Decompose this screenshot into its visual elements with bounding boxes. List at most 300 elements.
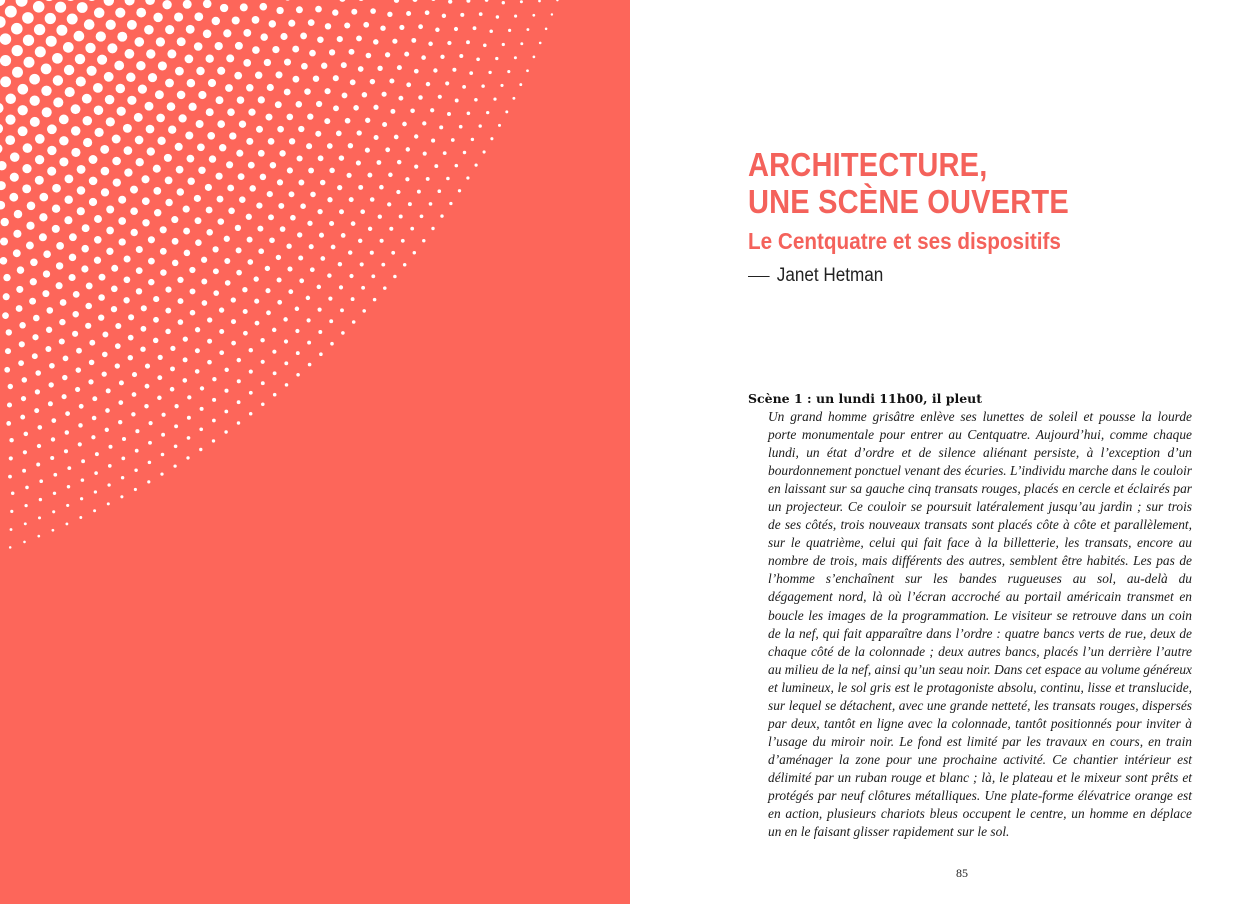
halftone-dot <box>255 71 262 78</box>
halftone-dot <box>387 12 392 17</box>
halftone-dot <box>73 291 80 298</box>
halftone-dot <box>310 267 315 272</box>
halftone-dot <box>170 346 175 351</box>
halftone-dot <box>78 423 83 428</box>
halftone-dot <box>296 373 300 377</box>
halftone-dot <box>475 164 478 167</box>
halftone-dot <box>148 461 152 465</box>
halftone-dot <box>430 108 434 112</box>
halftone-dot <box>138 85 147 94</box>
halftone-dot <box>91 435 95 439</box>
halftone-dot <box>42 107 52 117</box>
halftone-dot <box>205 184 212 191</box>
halftone-dot <box>64 195 72 203</box>
halftone-dot <box>258 150 265 157</box>
halftone-dot <box>538 0 541 2</box>
halftone-dot <box>161 453 165 457</box>
halftone-dot <box>27 202 36 211</box>
halftone-dot <box>22 12 34 24</box>
halftone-dot <box>207 360 212 365</box>
halftone-dot <box>60 299 67 306</box>
halftone-dot <box>183 0 192 9</box>
halftone-dot <box>141 326 147 332</box>
halftone-dot <box>358 66 364 72</box>
halftone-dot <box>106 388 111 393</box>
halftone-dot <box>14 210 22 218</box>
halftone-dot <box>187 436 191 440</box>
author-name: Janet Hetman <box>776 265 884 286</box>
halftone-dot <box>288 289 293 294</box>
halftone-dot <box>189 267 195 273</box>
halftone-dot <box>309 244 314 249</box>
halftone-dot <box>101 167 110 176</box>
halftone-dot <box>56 282 63 289</box>
halftone-dot <box>25 486 29 490</box>
halftone-dot <box>219 329 224 334</box>
halftone-dot <box>95 452 99 456</box>
halftone-dot <box>425 10 430 15</box>
halftone-dot <box>376 160 381 165</box>
halftone-dot <box>243 331 248 336</box>
halftone-dot <box>217 67 225 75</box>
halftone-dot <box>378 215 382 219</box>
halftone-dot <box>476 57 480 61</box>
halftone-dot <box>196 67 204 75</box>
halftone-dot <box>483 44 487 48</box>
halftone-dot <box>249 185 256 192</box>
halftone-dot <box>224 389 228 393</box>
halftone-dot <box>203 0 212 8</box>
halftone-dot <box>495 57 498 60</box>
halftone-dot <box>261 360 265 364</box>
halftone-dot <box>224 430 227 433</box>
halftone-dot <box>0 257 7 265</box>
halftone-dot <box>411 38 416 43</box>
halftone-dot <box>445 81 449 85</box>
halftone-dot <box>327 143 333 149</box>
halftone-dot <box>373 298 377 302</box>
halftone-dot <box>237 421 240 424</box>
halftone-dot <box>413 251 416 254</box>
halftone-dot <box>9 456 13 460</box>
halftone-dot <box>155 90 164 99</box>
halftone-dot <box>7 402 12 407</box>
halftone-dot <box>116 84 126 94</box>
halftone-dot <box>119 380 124 385</box>
halftone-dot <box>434 164 438 168</box>
halftone-dot <box>39 498 42 501</box>
halftone-dot <box>136 158 144 166</box>
halftone-dot <box>438 95 442 99</box>
halftone-dot <box>19 322 26 329</box>
halftone-dot <box>24 432 29 437</box>
halftone-dot <box>321 63 327 69</box>
halftone-dot <box>29 298 36 305</box>
halftone-dot <box>406 147 410 151</box>
halftone-dot <box>124 146 133 155</box>
halftone-dot <box>429 202 433 206</box>
halftone-dot <box>235 225 241 231</box>
halftone-dot <box>493 97 496 100</box>
halftone-dot <box>6 329 12 335</box>
halftone-dot <box>30 259 38 267</box>
halftone-dot <box>154 209 161 216</box>
halftone-dot <box>290 215 296 221</box>
halftone-dot <box>147 147 155 155</box>
halftone-dot <box>526 28 529 31</box>
halftone-dot <box>94 8 105 19</box>
halftone-dot <box>246 84 254 92</box>
halftone-dot <box>164 154 172 162</box>
halftone-dot <box>339 209 344 214</box>
halftone-dot <box>207 132 215 140</box>
halftone-dot <box>420 214 424 218</box>
halftone-dot <box>34 24 45 35</box>
halftone-dot <box>111 265 118 272</box>
halftone-dot <box>433 68 437 72</box>
halftone-dot <box>219 144 226 151</box>
halftone-dot <box>11 23 23 35</box>
halftone-dot <box>136 288 142 294</box>
halftone-dot <box>142 197 150 205</box>
halftone-dot <box>10 528 13 531</box>
halftone-dot <box>153 187 161 195</box>
halftone-dot <box>167 102 176 111</box>
halftone-dot <box>287 267 292 272</box>
halftone-dot <box>132 372 137 377</box>
halftone-dot <box>337 36 343 42</box>
halftone-dot <box>53 492 56 495</box>
halftone-dot <box>165 329 171 335</box>
halftone-dot <box>118 196 126 204</box>
halftone-dot <box>135 136 144 145</box>
halftone-dot <box>246 214 252 220</box>
halftone-dot <box>195 239 202 246</box>
halftone-dot <box>115 323 121 329</box>
halftone-dot <box>105 428 109 432</box>
halftone-dot <box>361 286 365 290</box>
halftone-dot <box>277 277 282 282</box>
halftone-dot <box>97 55 107 65</box>
halftone-dot <box>0 201 5 210</box>
halftone-dot <box>295 307 299 311</box>
article-title <box>748 146 1069 220</box>
halftone-dot <box>502 43 505 46</box>
halftone-dot <box>332 9 338 15</box>
halftone-dot <box>87 66 97 76</box>
halftone-dot <box>275 71 282 78</box>
halftone-dot <box>59 319 65 325</box>
halftone-dot <box>379 185 384 190</box>
halftone-dot <box>289 138 295 144</box>
halftone-dot <box>342 92 348 98</box>
halftone-dot <box>187 155 195 163</box>
halftone-dot <box>200 407 204 411</box>
halftone-dot <box>220 4 228 12</box>
halftone-dot <box>63 42 74 53</box>
halftone-dot <box>247 237 253 243</box>
halftone-dot <box>108 445 112 449</box>
halftone-dot <box>385 52 390 57</box>
halftone-dot <box>390 109 395 114</box>
halftone-dot <box>120 495 123 498</box>
halftone-dot <box>4 367 10 373</box>
halftone-dot <box>329 49 335 55</box>
halftone-dot <box>185 55 194 64</box>
halftone-dot <box>63 356 69 362</box>
halftone-dot <box>50 456 54 460</box>
halftone-dot <box>122 437 126 441</box>
halftone-dot <box>455 164 459 168</box>
halftone-dot <box>249 412 253 416</box>
halftone-dot <box>76 367 82 373</box>
halftone-dot <box>158 61 167 70</box>
halftone-dot <box>105 95 115 105</box>
halftone-dot <box>341 62 347 68</box>
halftone-dot <box>190 288 196 294</box>
halftone-dot <box>32 353 38 359</box>
halftone-dot <box>366 53 372 59</box>
halftone-dot <box>175 67 184 76</box>
halftone-dot <box>272 328 276 332</box>
halftone-dot <box>158 355 163 360</box>
halftone-dot <box>371 274 375 278</box>
halftone-dot <box>431 139 435 143</box>
halftone-dot <box>351 9 357 15</box>
halftone-dot <box>300 203 306 209</box>
halftone-dot <box>249 391 253 395</box>
halftone-dot <box>45 13 56 24</box>
halftone-dot <box>279 150 285 156</box>
halftone-dot <box>545 28 548 31</box>
halftone-dot <box>157 375 162 380</box>
halftone-dot <box>195 369 200 374</box>
halftone-dot <box>448 0 452 4</box>
halftone-dot <box>183 336 188 341</box>
halftone-dot <box>431 227 434 230</box>
halftone-dot <box>421 55 426 60</box>
halftone-dot <box>248 162 255 169</box>
halftone-dot <box>246 138 253 145</box>
halftone-dot <box>317 209 322 214</box>
halftone-dot <box>315 131 321 137</box>
halftone-dot <box>339 0 345 2</box>
halftone-dot <box>301 63 308 70</box>
halftone-dot <box>77 165 86 174</box>
author-byline <box>748 264 883 288</box>
halftone-dot <box>224 258 230 264</box>
halftone-dot <box>177 37 186 46</box>
halftone-dot <box>33 315 40 322</box>
halftone-dot <box>172 260 179 267</box>
halftone-dot <box>278 203 284 209</box>
halftone-dot <box>406 82 411 87</box>
halftone-dot <box>212 246 218 252</box>
halftone-dot <box>52 184 61 193</box>
halftone-dot <box>10 152 20 162</box>
halftone-dot <box>201 257 207 263</box>
halftone-dot <box>115 8 125 18</box>
halftone-dot <box>362 309 366 313</box>
halftone-dot <box>134 468 137 471</box>
halftone-dot <box>104 72 114 82</box>
halftone-dot <box>467 111 471 115</box>
halftone-dot <box>72 311 78 317</box>
halftone-dot <box>39 233 47 241</box>
halftone-dot <box>2 312 9 319</box>
halftone-dot <box>410 227 414 231</box>
halftone-dot <box>209 155 216 162</box>
halftone-dot <box>426 177 430 181</box>
halftone-dot <box>340 308 344 312</box>
halftone-dot <box>22 164 31 173</box>
halftone-dot <box>435 28 439 32</box>
halftone-dot <box>26 222 34 230</box>
halftone-dot <box>458 189 461 192</box>
article-subtitle: Le Centquatre et ses dispositifs <box>748 228 1061 254</box>
halftone-dot <box>156 37 165 46</box>
halftone-dot <box>365 148 370 153</box>
halftone-dot <box>0 144 2 154</box>
halftone-dot <box>269 20 276 27</box>
halftone-dot <box>373 105 378 110</box>
halftone-dot <box>144 25 154 35</box>
halftone-dot <box>102 371 107 376</box>
halftone-dot <box>82 224 90 232</box>
halftone-dot <box>505 110 508 113</box>
halftone-dot <box>42 290 49 297</box>
halftone-dot <box>268 138 275 145</box>
halftone-dot <box>62 375 67 380</box>
halftone-dot <box>23 541 26 544</box>
halftone-dot <box>360 209 365 214</box>
halftone-dot <box>227 108 235 116</box>
halftone-dot <box>18 126 28 136</box>
halftone-dot <box>17 266 24 273</box>
halftone-dot <box>106 248 113 255</box>
halftone-dot <box>153 13 162 22</box>
halftone-dot <box>247 259 253 265</box>
halftone-dot <box>62 394 67 399</box>
halftone-dot <box>39 213 47 221</box>
halftone-dot <box>265 288 270 293</box>
halftone-dot <box>224 410 228 414</box>
halftone-dot <box>3 293 10 300</box>
halftone-dot <box>105 408 110 413</box>
halftone-dot <box>11 492 15 496</box>
halftone-dot <box>39 479 43 483</box>
halftone-dot <box>5 6 17 18</box>
halftone-dot <box>483 150 486 153</box>
halftone-dot <box>324 118 330 124</box>
halftone-dot <box>266 114 273 121</box>
halftone-dot <box>94 106 104 116</box>
halftone-dot <box>329 221 334 226</box>
halftone-dot <box>199 427 203 431</box>
halftone-dot <box>9 546 12 549</box>
halftone-dot <box>81 245 89 253</box>
halftone-dot <box>98 294 105 301</box>
halftone-dot <box>153 338 159 344</box>
halftone-dot <box>374 135 379 140</box>
halftone-dot <box>106 227 114 235</box>
halftone-dot <box>254 276 259 281</box>
halftone-dot <box>304 88 311 95</box>
halftone-dot <box>236 247 242 253</box>
halftone-dot <box>80 497 83 500</box>
halftone-dot <box>237 379 241 383</box>
halftone-dot <box>260 338 264 342</box>
halftone-dot <box>0 0 5 6</box>
halftone-dot <box>94 490 97 493</box>
halftone-dot <box>440 214 443 217</box>
halftone-dot <box>130 186 138 194</box>
halftone-dot <box>339 155 344 160</box>
halftone-dot <box>215 42 223 50</box>
right-page <box>630 0 1259 904</box>
halftone-dot <box>385 147 390 152</box>
halftone-dot <box>330 342 334 346</box>
halftone-dot <box>216 96 224 104</box>
halftone-dot <box>258 96 265 103</box>
halftone-dot <box>260 33 268 41</box>
halftone-dot <box>16 0 28 7</box>
halftone-dot <box>187 395 191 399</box>
halftone-dot <box>125 0 135 6</box>
body-paragraph: Un grand homme grisâtre enlève ses lunettes de soleil et pousse la lourde porte monumentale pour entrer au Centquatre. Aujourd’hui, comme chaque lundi, un état d’ordre et de silence aliénant persiste, à l’exception d’un bourdonnement ponctuel venant des écuries. L’individu marche dans le couloir en laissant sur sa gauche cinq transats rouges, placés en cercle et éclairés par un projecteur. Ce couloir se poursuit latéralement jusqu’au jardin ; sur trois de ses côtés, trois nouveaux transats sont placés côte à côte et parallèlement, sur le quatrième, celui qui fait face à la billetterie, les transats, encore au nombre de trois, mais différents des autres, semblent être habités. Les pas de l’homme s’enchaînent sur les bandes rugueuses au sol, au-delà du dégagement nord, là où l’écran accroché au portail américain transmet en boucle les images de la programmation. Le visiteur se retrouve dans un coin de la nef, qui fait apparaître dans l’ordre : quatre bancs verts de rue, deux de chaque côté de la colonnade ; deux autres bancs, placés l’un derrière l’autre au milieu de la nef, ainsi qu’un seau noir. Dans cet espace au volume généreux et lumineux, le sol gris est le protagoniste absolu, continu, lisse et translucide, sur lequel se détachent, avec une grande netteté, les transats rouges, dispersés par deux, tantôt en ligne avec la colonnade, tantôt positionnés pour inviter à l’usage du miroir noir. Le fond est limité par les travaux en cours, en train d’aménager la zone pour une prochaine activité. Ce chantier intérieur est délimité par un ruban rouge et blanc ; là, le plateau et le mixeur sont prêts et protégés par neuf clôtures métalliques. Une plate-forme élévatrice orange est en action, plusieurs chariots bleus occupent le centre, un homme en déplace un en le faisant glisser rapidement sur le sol. <box>768 409 1192 840</box>
halftone-dot <box>65 522 68 525</box>
halftone-dot <box>24 504 27 507</box>
halftone-dot <box>256 126 263 133</box>
halftone-dot <box>266 310 271 315</box>
halftone-dot <box>21 396 26 401</box>
halftone-dot <box>352 320 356 324</box>
halftone-dot <box>232 16 240 24</box>
halftone-dot <box>111 285 118 292</box>
halftone-dot <box>338 262 342 266</box>
halftone-dot <box>383 286 387 290</box>
halftone-dot <box>417 190 421 194</box>
halftone-dot <box>455 99 459 103</box>
halftone-dot <box>498 124 501 127</box>
halftone-dot <box>35 46 46 57</box>
halftone-dot <box>349 49 355 55</box>
halftone-dot <box>174 404 178 408</box>
halftone-dot <box>69 254 76 261</box>
halftone-dot <box>368 227 372 231</box>
halftone-dot <box>446 177 450 181</box>
halftone-dot <box>237 358 241 362</box>
halftone-dot <box>357 130 362 135</box>
halftone-dot <box>165 177 173 185</box>
halftone-dot <box>114 61 124 71</box>
halftone-dot <box>329 168 335 174</box>
halftone-dot <box>121 457 125 461</box>
halftone-dot <box>100 145 109 154</box>
halftone-dot <box>67 466 71 470</box>
halftone-dot <box>43 0 54 1</box>
halftone-dot <box>0 124 3 134</box>
halftone-dot <box>0 103 4 113</box>
halftone-dot <box>269 237 275 243</box>
halftone-dot <box>59 338 65 344</box>
halftone-dot <box>231 341 236 346</box>
halftone-dot <box>207 339 212 344</box>
halftone-dot <box>112 157 121 166</box>
halftone-dot <box>86 282 93 289</box>
halftone-dot <box>98 314 104 320</box>
halftone-dot <box>141 305 147 311</box>
